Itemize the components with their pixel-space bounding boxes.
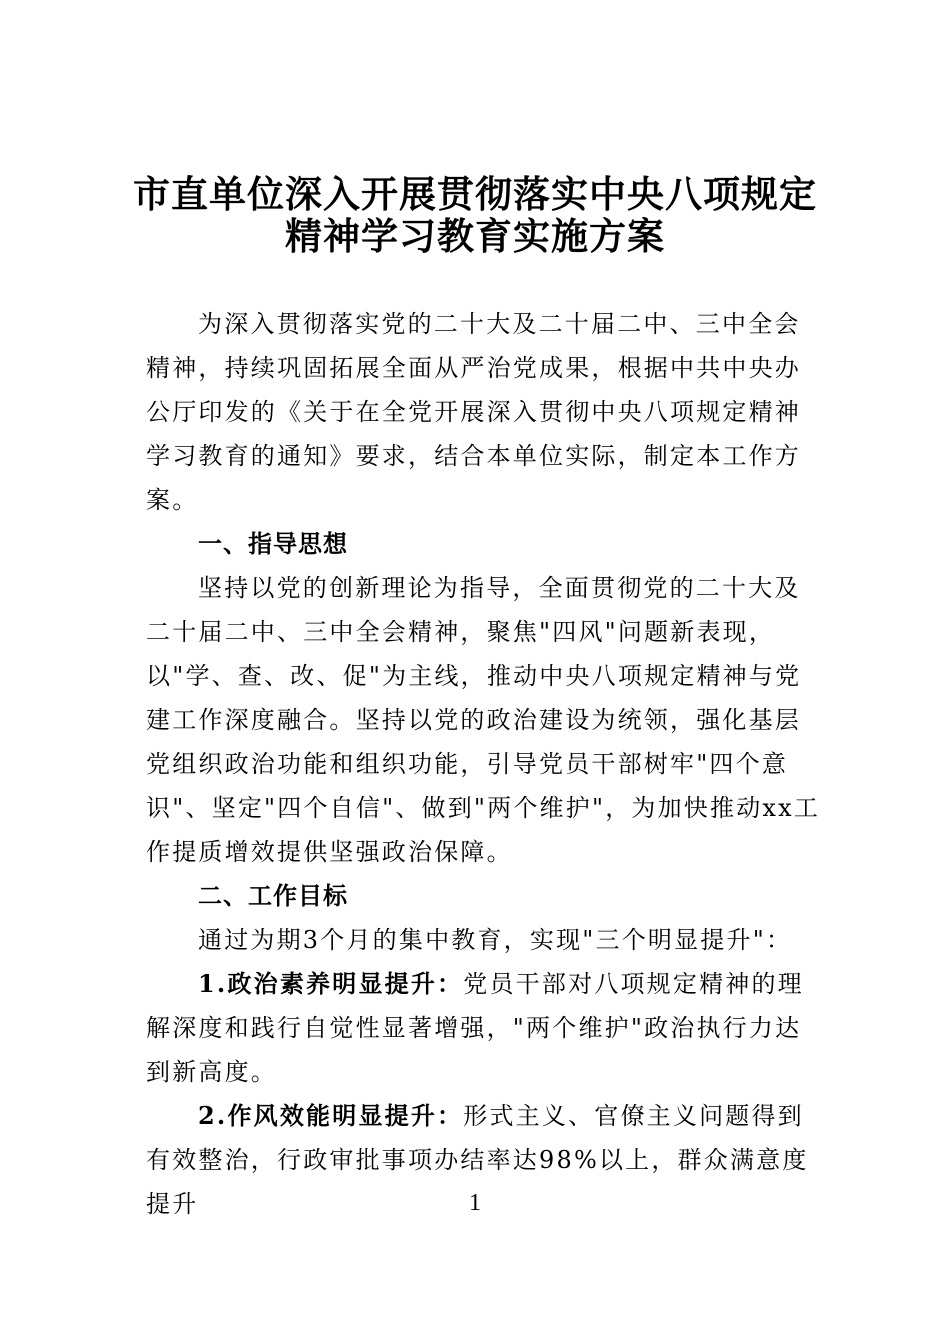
work-goals-intro: 通过为期3个月的集中教育，实现"三个明显提升"：: [198, 926, 793, 954]
section-heading-work-goals: 二、工作目标: [198, 882, 348, 910]
intro-paragraph: 为深入贯彻落实党的二十大及二十届二中、三中全会精神，持续巩固拓展全面从严治党成果，根据中共中央办公厅印发的《关于在全党开展深入贯彻中央八项规定精神学习教育的通知》要求，结合本单位实际，制定本工作方案。: [146, 310, 801, 514]
goal-2-text: 形式主义、官僚主义问题得到有效整治，行政审批事项办结率达98%以上，群众满意度提升: [146, 1102, 809, 1218]
page-number: 1: [469, 1190, 481, 1216]
goal-2-label: 2.作风效能明显提升：: [198, 1101, 464, 1130]
goal-item-1: [146, 962, 826, 1094]
document-title-line-2: 精神学习教育实施方案: [285, 214, 665, 258]
goal-1-label: 1.政治素养明显提升：: [198, 969, 464, 998]
goal-1-text: 党员干部对八项规定精神的理解深度和践行自觉性显著增强，"两个维护"政治执行力达到新高度。: [146, 970, 804, 1086]
guiding-thought-paragraph: 坚持以党的创新理论为指导，全面贯彻党的二十大及二十届二中、三中全会精神，聚焦"四风"问题新表现，以"学、查、改、促"为主线，推动中央八项规定精神与党建工作深度融合。坚持以党的政治建设为统领，强化基层党组织政治功能和组织功能，引导党员干部树牢"四个意识"、坚定"四个自信"、做到"两个维护"，为加快推动xx工作提质增效提供坚强政治保障。: [146, 574, 821, 866]
document-body: [146, 302, 826, 1226]
document-title-line-1: 市直单位深入开展贯彻落实中央八项规定: [133, 172, 817, 216]
section-heading-guiding-thought: 一、指导思想: [198, 530, 348, 558]
